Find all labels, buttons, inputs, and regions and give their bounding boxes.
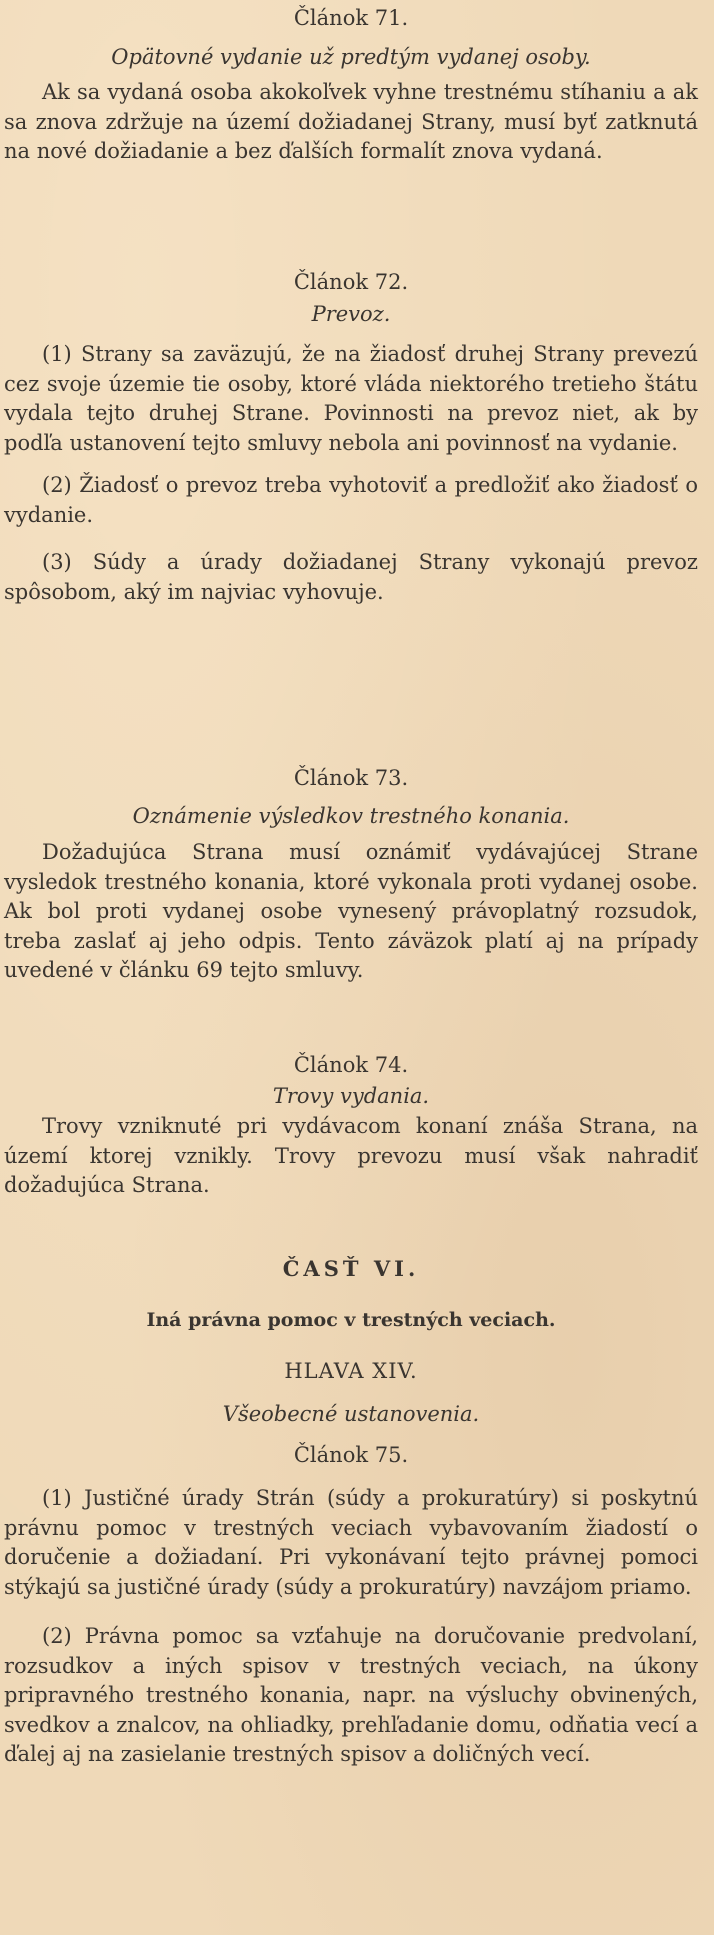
part-vi: [4, 1253, 698, 1336]
article-71: [4, 3, 698, 167]
article-title: Trovy vydania.: [272, 1084, 430, 1108]
article-paragraph-2: (2) Žiadosť o prevoz treba vyhotoviť a predložiť ako žiadosť o vydanie.: [4, 473, 698, 527]
chapter-heading: HLAVA XIV.: [284, 1359, 418, 1383]
article-heading: Článok 74.: [293, 1053, 409, 1077]
article-heading: Článok 75.: [293, 1443, 409, 1467]
article-heading: Článok 72.: [293, 270, 409, 294]
article-73: [4, 763, 698, 986]
article-text: Dožadujúca Strana musí oznámiť vydávajúcej Strane vysledok trestného konania, ktoré vykonala proti vydanej osobe. Ak bol proti vydanej osobe vynesený právoplatný rozsudok, treba zaslať aj jeho odpis. Tento záväzok platí aj na prípady uvedené v článku 69 tejto smluvy.: [4, 840, 698, 982]
article-74: [4, 1050, 698, 1201]
chapter-xiv: [4, 1356, 698, 1430]
article-title: Oznámenie výsledkov trestného konania.: [132, 804, 570, 828]
article-heading: Článok 73.: [293, 766, 409, 790]
article-paragraph-1: (1) Justičné úrady Strán (súdy a prokuratúry) si poskytnú právnu pomoc v trestných veciach vybavovaním žiadostí o doručenie a dožiadaní. Pri vykonávaní tejto právnej pomoci stýkajú sa justičné úrady (súdy a prokuratúry) navzájom priamo.: [4, 1486, 698, 1599]
article-72: [4, 267, 698, 607]
part-title: Iná právna pomoc v trestných veciach.: [146, 1309, 556, 1331]
article-heading: Článok 71.: [293, 6, 409, 30]
article-paragraph-1: (1) Strany sa zaväzujú, že na žiadosť druhej Strany prevezú cez svoje územie tie osoby, ktoré vláda niektorého tretieho štátu vydala tejto druhej Strane. Povinnosti na prevoz niet, ak by podľa ustanovení tejto smluvy nebola ani povinnosť na vydanie.: [4, 342, 698, 455]
article-text: Ak sa vydaná osoba akokoľvek vyhne trestnému stíhaniu a ak sa znova zdržuje na území dožiadanej Strany, musí byť zatknutá na nové dožiadanie a bez ďalších formalít znova vydaná.: [4, 80, 698, 163]
part-heading: ČASŤ VI.: [282, 1256, 420, 1281]
article-paragraph-2: (2) Právna pomoc sa vzťahuje na doručovanie predvolaní, rozsudkov a iných spisov v trestných veciach, na úkony pripravného trestného konania, napr. na výsluchy obvinených, svedkov a znalcov, na ohliadky, prehľadanie domu, odňatia vecí a ďalej aj na zasielanie trestných spisov a doličných vecí.: [4, 1624, 698, 1766]
article-paragraph-3: (3) Súdy a úrady dožiadanej Strany vykonajú prevoz spôsobom, aký im najviac vyhovuje.: [4, 550, 698, 604]
article-text: Trovy vzniknuté pri vydávacom konaní znáša Strana, na území ktorej vznikly. Trovy prevozu musí však nahradiť dožadujúca Strana.: [4, 1114, 698, 1197]
article-title: Prevoz.: [311, 302, 391, 326]
article-75: [4, 1440, 698, 1770]
article-title: Opätovné vydanie už predtým vydanej osoby.: [111, 45, 591, 69]
chapter-title: Všeobecné ustanovenia.: [222, 1402, 480, 1426]
